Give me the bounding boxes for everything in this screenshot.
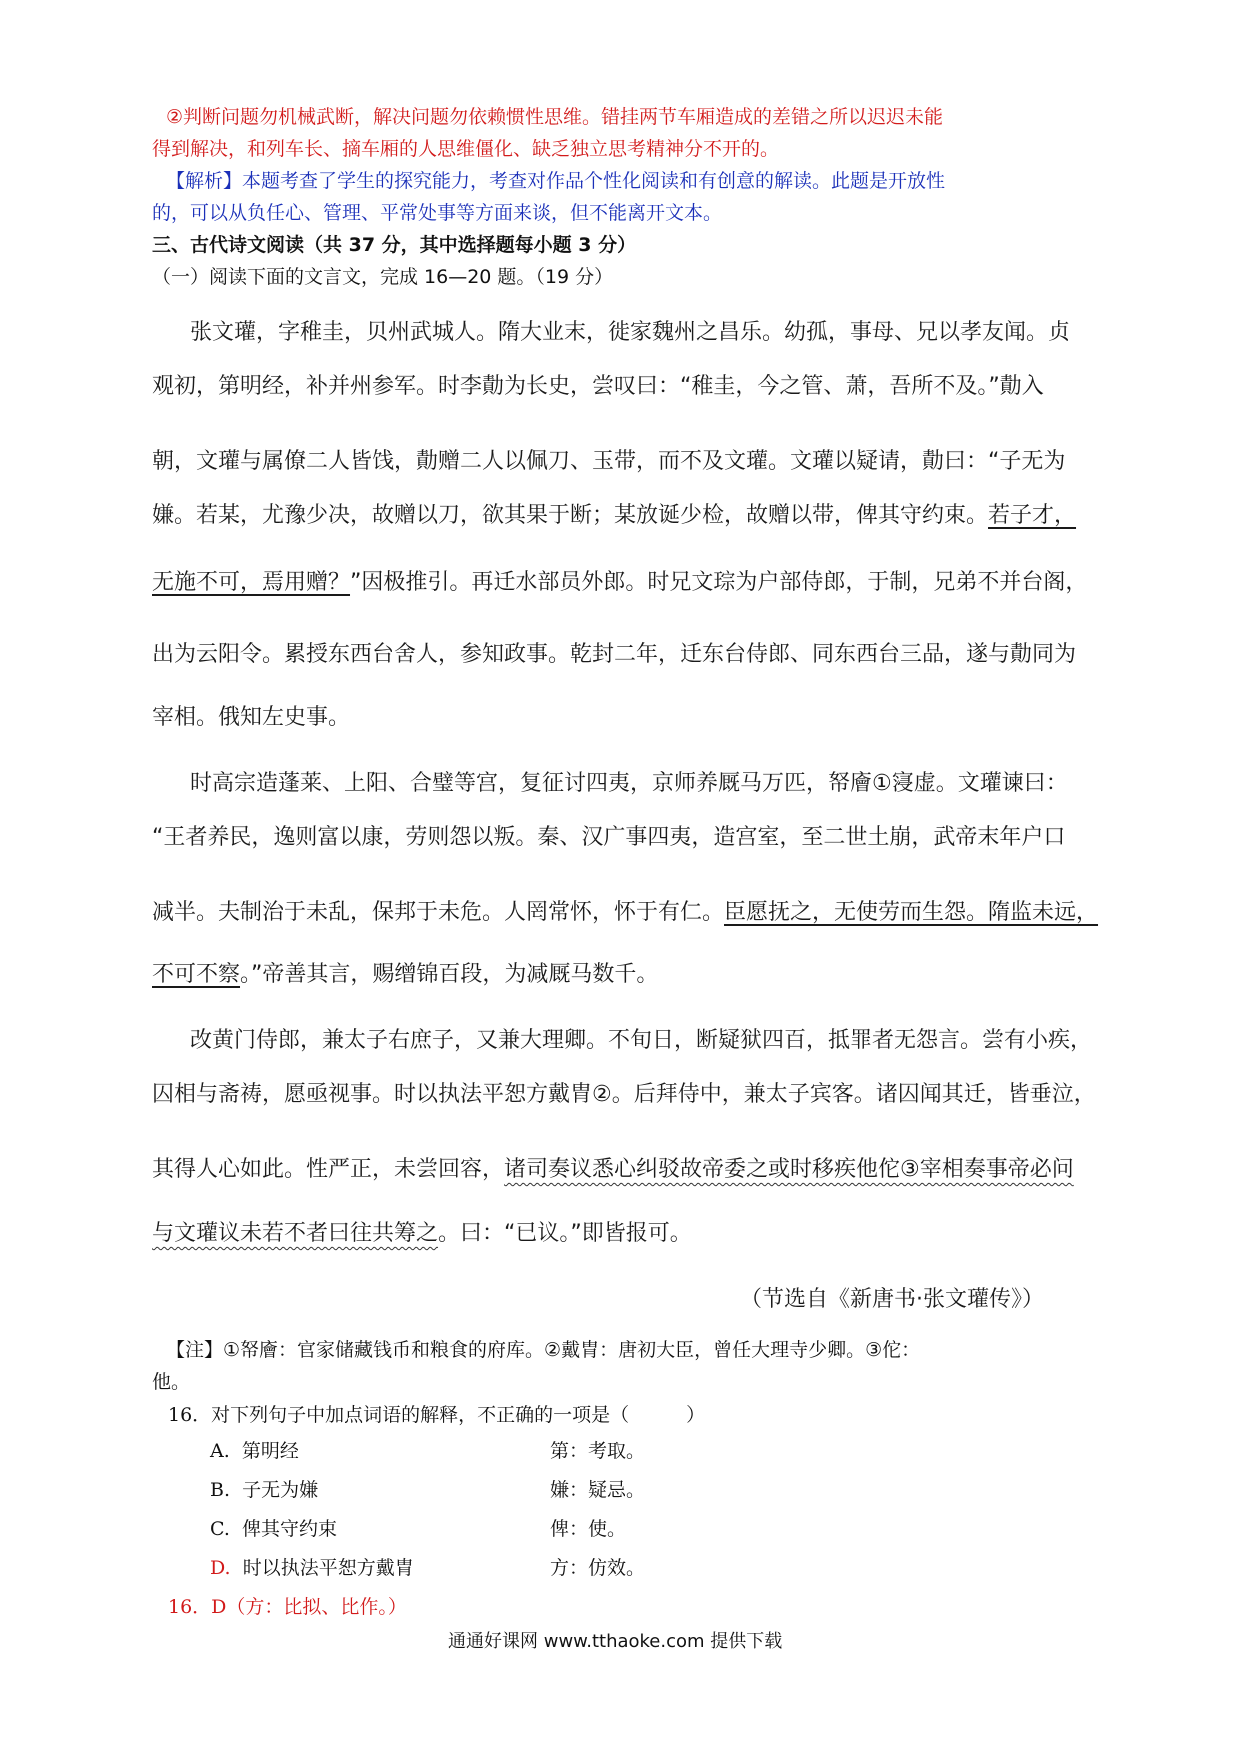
passage-text: 。曰：“已议。”即皆报可。 [438,1221,692,1246]
note-line-2: 他。 [152,1371,191,1393]
option-c [210,1514,337,1541]
question-stem: 16．对下列句子中加点词语的解释，不正确的一项是（ ） [168,1404,706,1426]
passage-line: 改黄门侍郎，兼太子右庶子，又兼大理卿。不旬日，断疑狱四百，抵罪者无怨言。尝有小疾， [190,1028,1093,1053]
answer-line-2: 得到解决，和列车长、摘车厢的人思维僵化、缺乏独立思考精神分不开的。 [152,138,780,160]
answer-line-1: ②判断问题勿机械武断，解决问题勿依赖惯性思维。错挂两节车厢造成的差错之所以迟迟未能 [166,106,944,128]
option-phrase: 第明经 [241,1440,299,1462]
underlined-sentence: 若子才， [988,503,1077,528]
option-b-gloss: 嫌：疑忌。 [550,1479,646,1501]
option-label: C. [210,1518,230,1540]
page-footer: 通通好课网 www.tthaoke.com 提供下载 [448,1631,783,1652]
option-a-gloss: 第：考取。 [550,1440,646,1462]
passage-line [152,1152,1074,1183]
passage-line [152,895,1098,926]
option-a [210,1436,299,1463]
option-label: A. [210,1440,230,1462]
option-phrase: 时以执法平恕方戴胄 [242,1557,414,1579]
passage-text: ”因极推引。再迁水部员外郎。时兄文琮为户部侍郎，于制，兄弟不并台阁， [350,570,1088,595]
sub-heading: （一）阅读下面的文言文，完成 16—20 题。（19 分） [152,266,614,288]
option-phrase: 俾其守约束 [242,1518,338,1540]
underlined-sentence: 不可不察 [152,962,241,987]
underlined-sentence: 臣愿抚之，无使劳而生怨。隋监未远， [724,900,1099,925]
passage-line: 时高宗造蓬莱、上阳、合璧等宫，复征讨四夷，京师养厩马万匹，帑廥①寖虚。文瓘谏曰： [190,771,1068,796]
option-label: D. [210,1557,231,1579]
passage-line: 观初，第明经，补并州参军。时李勣为长史，尝叹曰：“稚圭，今之管、萧，吾所不及。”勣入 [152,374,1044,399]
option-b [210,1475,318,1502]
option-phrase: 子无为嫌 [242,1479,319,1501]
option-c-gloss: 俾：使。 [550,1518,627,1540]
passage-text: 。”帝善其言，赐缯锦百段，为减厩马数千。 [240,962,659,987]
note-line-1: 【注】①帑廥：官家储藏钱币和粮食的府库。②戴胄：唐初大臣，曾任大理寺少卿。③佗： [166,1339,921,1361]
section-heading: 三、古代诗文阅读（共 37 分，其中选择题每小题 3 分） [152,234,637,256]
passage-text: 减半。夫制治于未乱，保邦于未危。人罔常怀，怀于有仁。 [152,900,725,925]
analysis-line-1: 【解析】本题考查了学生的探究能力，考查对作品个性化阅读和有创意的解读。此题是开放性 [166,170,946,192]
option-d-gloss: 方：仿效。 [550,1557,646,1579]
analysis-line-2: 的，可以从负任心、管理、平常处事等方面来谈，但不能离开文本。 [152,202,723,224]
passage-line [152,565,1087,596]
passage-line [152,498,1076,529]
passage-text: 其得人心如此。性严正，未尝回容， [152,1157,505,1182]
underlined-sentence: 无施不可，焉用赠？ [152,570,351,595]
passage-line: “王者养民，逸则富以康，劳则怨以叛。秦、汉广事四夷，造宫室，至二世土崩，武帝末年户口 [152,825,1066,850]
passage-line: 囚相与斋祷，愿亟视事。时以执法平恕方戴胄②。后拜侍中，兼太子宾客。诸囚闻其迁，皆垂泣， [152,1082,1096,1107]
question-answer: 16．D（方：比拟、比作。） [168,1596,407,1618]
source-citation: （节选自《新唐书·张文瓘传》） [740,1287,1044,1312]
option-d [210,1553,414,1580]
passage-line: 宰相。俄知左史事。 [152,705,351,730]
option-label: B. [210,1479,231,1501]
passage-line: 张文瓘，字稚圭，贝州武城人。隋大业末，徙家魏州之昌乐。幼孤，事母、兄以孝友闻。贞 [190,320,1071,345]
passage-line: 出为云阳令。累授东西台舍人，参知政事。乾封二年，迁东台侍郎、同东西台三品，遂与勣同为 [152,642,1077,667]
passage-line [152,957,658,988]
passage-text: 嫌。若某，尤豫少决，故赠以刀，欲其果于断；某放诞少检，故赠以带，俾其守约束。 [152,503,989,528]
wavy-underlined-text: 诸司奏议悉心纠驳故帝委之或时移疾他佗③宰相奏事帝必问 [504,1157,1074,1182]
wavy-underlined-text: 与文瓘议未若不者曰往共筹之 [152,1221,439,1246]
passage-line [152,1216,692,1247]
passage-line: 朝，文瓘与属僚二人皆饯，勣赠二人以佩刀、玉带，而不及文瓘。文瓘以疑请，勣曰：“子无为 [152,449,1066,474]
